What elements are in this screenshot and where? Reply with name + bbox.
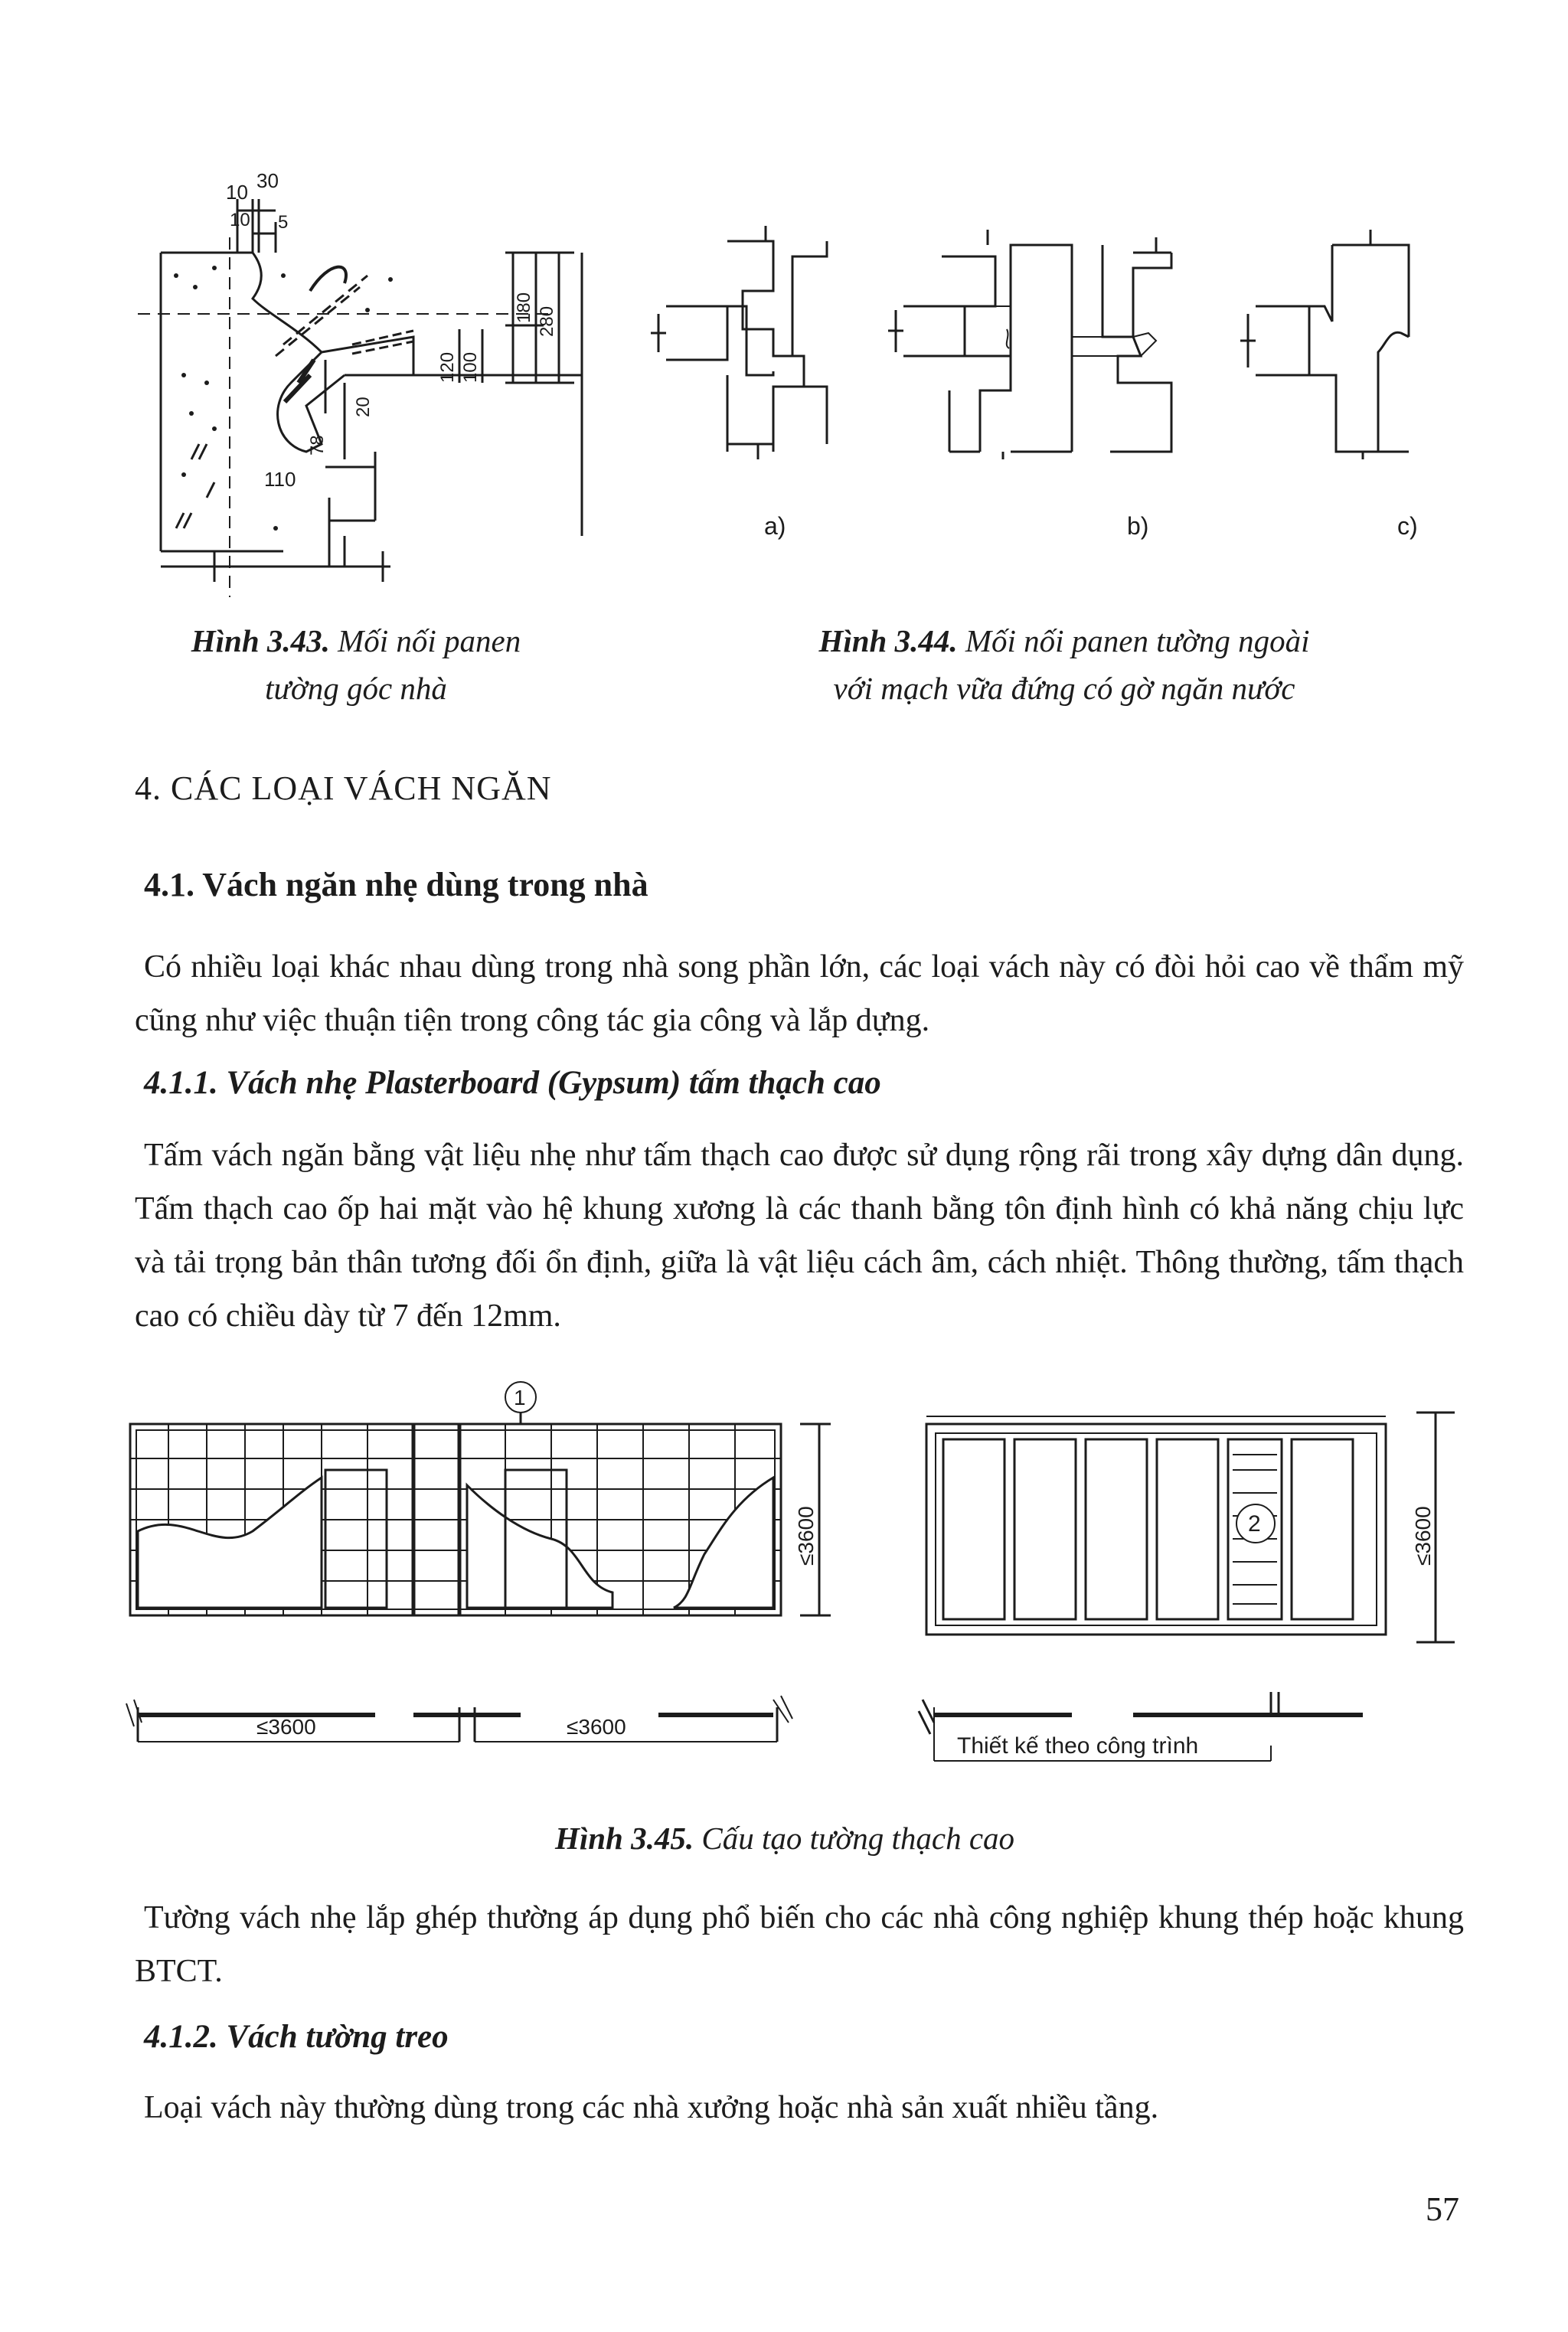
joint-c (1240, 230, 1409, 459)
dim-left-height: ≤3600 (794, 1506, 818, 1566)
figure-3-43-drawing (122, 153, 612, 612)
figure-3-44-caption (766, 617, 1363, 712)
caption-label: Hình 3.44. (818, 623, 958, 658)
dim-left-span-2: ≤3600 (567, 1715, 626, 1739)
caption-text: Mối nối panen tường ngoài (965, 623, 1310, 658)
dim-10-bottom: 10 (230, 210, 250, 230)
paragraph-4: Loại vách này thường dùng trong các nhà xưởng hoặc nhà sản xuất nhiều tầng. (144, 2090, 1159, 2125)
paragraph-3: Tường vách nhẹ lắp ghép thường áp dụng phổ biến cho các nhà công nghiệp khung thép hoặc khung BTCT. (135, 1900, 1464, 1989)
caption-label: Hình 3.43. (191, 623, 330, 658)
dim-280: 280 (537, 305, 557, 337)
label-a: a) (764, 512, 786, 540)
dim-100: 100 (460, 351, 481, 383)
joint-a (651, 226, 827, 459)
dim-180: 180 (514, 292, 534, 323)
figure-3-44-drawing (643, 222, 1470, 544)
figure-3-43-caption (153, 617, 559, 712)
marker-2: 2 (1248, 1511, 1261, 1537)
joint-b (888, 230, 1171, 459)
paragraph-1: Có nhiều loại khác nhau dùng trong nhà song phần lớn, các loại vách này có đòi hỏi cao về thẩm mỹ cũng như việc thuận tiện trong công tác gia công và lắp dựng. (135, 949, 1464, 1038)
subsubsection-heading-1: 4.1.1. Vách nhẹ Plasterboard (Gypsum) tấm thạch cao (144, 1065, 881, 1101)
page-number: 57 (1426, 2190, 1459, 2228)
dim-20: 20 (353, 397, 374, 417)
caption-text: Mối nối panen (338, 623, 521, 658)
right-elevation (919, 1413, 1455, 1761)
subsection-heading: 4.1. Vách ngăn nhẹ dùng trong nhà (144, 866, 648, 903)
figure-3-45-drawing (122, 1378, 1455, 1776)
dim-120: 120 (437, 351, 458, 383)
marker-1: 1 (514, 1386, 526, 1409)
caption-line-2: tường góc nhà (265, 671, 447, 706)
dim-right-height: ≤3600 (1411, 1506, 1435, 1566)
dim-110: 110 (264, 468, 296, 491)
dim-78: 78 (307, 435, 328, 456)
figure-3-45-caption (306, 1814, 1263, 1862)
caption-line-2: với mạch vữa đứng có gờ ngăn nước (833, 671, 1295, 706)
dim-10-top: 10 (226, 181, 248, 204)
dim-left-span-1: ≤3600 (256, 1715, 316, 1739)
caption-label: Hình 3.45. (554, 1821, 694, 1856)
paragraph-2: Tấm vách ngăn bằng vật liệu nhẹ như tấm thạch cao được sử dụng rộng rãi trong xây dựng dân dụng. Tấm thạch cao ốp hai mặt vào hệ khung xương là các thanh bằng tôn định hình có khả năng chịu lực và tải trọng bản thân tương đối ổn định, giữa là vật liệu cách âm, cách nhiệt. Thông thường, tấm thạch cao có chiều dày từ 7 đến 12mm. (135, 1138, 1464, 1334)
label-b: b) (1127, 512, 1149, 540)
dim-5: 5 (278, 212, 289, 233)
caption-text: Cấu tạo tường thạch cao (701, 1821, 1015, 1856)
label-c: c) (1397, 512, 1418, 540)
section-heading: 4. CÁC LOẠI VÁCH NGĂN (135, 769, 552, 807)
subsubsection-heading-2: 4.1.2. Vách tường treo (144, 2019, 449, 2055)
design-note: Thiết kế theo công trình (957, 1733, 1199, 1759)
dim-30: 30 (256, 169, 279, 192)
left-elevation (126, 1382, 831, 1742)
